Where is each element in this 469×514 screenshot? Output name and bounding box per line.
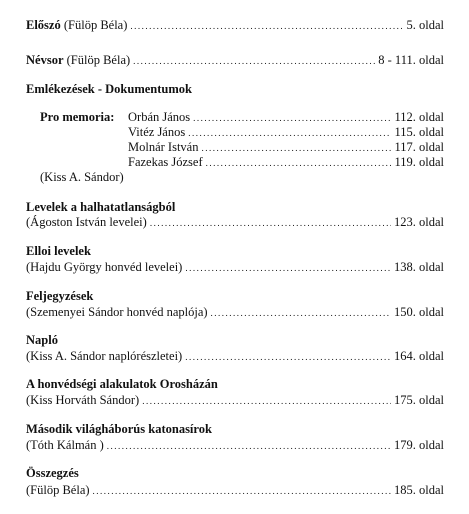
pro-memoria-name: Fazekas József xyxy=(128,155,203,169)
toc-entry-page: 179. oldal xyxy=(394,438,444,452)
toc-entry xyxy=(26,438,444,454)
dot-leader xyxy=(142,394,391,409)
toc-entry xyxy=(26,349,444,365)
pro-memoria-name: Orbán János xyxy=(128,110,191,124)
section-heading: A honvédségi alakulatok Orosházán xyxy=(26,377,218,391)
pro-memoria-row xyxy=(40,110,444,126)
toc-entry-page: 164. oldal xyxy=(394,349,444,363)
toc-entry-page: 185. oldal xyxy=(394,483,444,497)
toc-entry-sub: (Ágoston István levelei) xyxy=(26,215,147,229)
toc-entry-nevsor xyxy=(26,53,444,69)
dot-leader xyxy=(150,216,391,231)
dot-leader xyxy=(211,306,391,321)
pro-memoria-page: 115. oldal xyxy=(394,125,444,139)
dot-leader xyxy=(185,261,391,276)
pro-memoria-page: 119. oldal xyxy=(394,155,444,169)
pro-memoria-name: Molnár István xyxy=(128,140,199,154)
toc-entry-eloszo xyxy=(26,18,444,34)
dot-leader xyxy=(185,350,391,365)
dot-leader xyxy=(188,126,391,141)
toc-entry-sub: (Kiss Horváth Sándor) xyxy=(26,393,140,407)
toc-entry xyxy=(26,393,444,409)
section-heading: Összegzés xyxy=(26,466,79,480)
pro-memoria-row xyxy=(40,140,444,156)
toc-entry-page: 123. oldal xyxy=(394,215,444,229)
pro-memoria-name: Vitéz János xyxy=(128,125,186,139)
toc-entry-title: Előszó xyxy=(26,18,61,32)
toc-entry-sub: (Szemenyei Sándor honvéd naplója) xyxy=(26,305,208,319)
toc-entry-page: 138. oldal xyxy=(394,260,444,274)
toc-entry-author: (Fülöp Béla) xyxy=(63,18,128,32)
toc-entry xyxy=(26,305,444,321)
section-heading: Elloi levelek xyxy=(26,244,91,258)
toc-entry-page: 8 - 111. oldal xyxy=(378,53,444,67)
section-heading: Levelek a halhatatlanságból xyxy=(26,200,176,214)
dot-leader xyxy=(201,141,391,156)
dot-leader xyxy=(107,439,391,454)
toc-entry-sub: (Tóth Kálmán ) xyxy=(26,438,104,452)
toc-entry-sub: (Fülöp Béla) xyxy=(26,483,90,497)
toc-entry-page: 150. oldal xyxy=(394,305,444,319)
dot-leader xyxy=(206,156,392,171)
toc-entry-label xyxy=(26,53,130,68)
toc-entry-page: 5. oldal xyxy=(406,18,444,32)
section-heading: Feljegyzések xyxy=(26,289,94,303)
toc-entry-sub: (Hajdu György honvéd levelei) xyxy=(26,260,183,274)
dot-leader xyxy=(93,484,391,499)
pro-memoria-row xyxy=(40,125,444,141)
pro-memoria-author: (Kiss A. Sándor) xyxy=(40,170,124,184)
pro-memoria-label: Pro memoria: xyxy=(40,110,115,124)
section-heading: Napló xyxy=(26,333,58,347)
toc-entry-title: Névsor xyxy=(26,53,64,67)
dot-leader xyxy=(193,111,391,126)
section-heading: Második világháborús katonasírok xyxy=(26,422,212,436)
dot-leader xyxy=(130,19,403,34)
pro-memoria-page: 112. oldal xyxy=(394,110,444,124)
toc-entry-sub: (Kiss A. Sándor naplórészletei) xyxy=(26,349,183,363)
toc-entry-page: 175. oldal xyxy=(394,393,444,407)
toc-entry-author: (Fülöp Béla) xyxy=(66,53,131,67)
toc-entry-label xyxy=(26,18,127,33)
dot-leader xyxy=(133,54,375,69)
pro-memoria-page: 117. oldal xyxy=(394,140,444,154)
toc-entry xyxy=(26,483,444,499)
toc-entry xyxy=(26,260,444,276)
toc-entry xyxy=(26,215,444,231)
section-heading-emlekezesek: Emlékezések - Dokumentumok xyxy=(26,82,192,96)
pro-memoria-row xyxy=(40,155,444,171)
